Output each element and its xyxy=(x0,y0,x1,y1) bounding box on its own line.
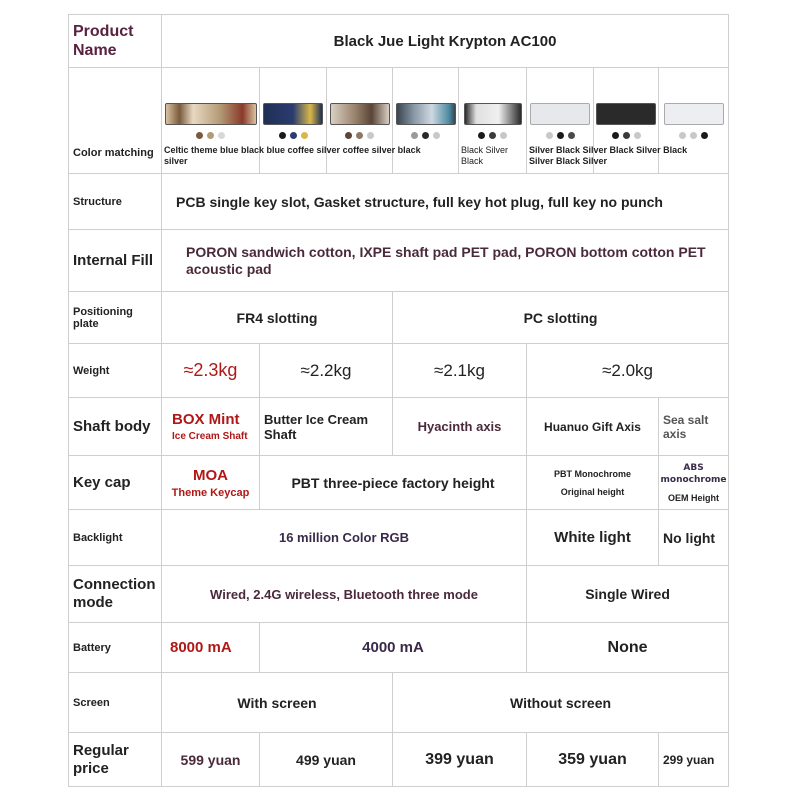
color-dots-8 xyxy=(661,131,726,141)
keycap-c-name: PBT Monochrome xyxy=(553,468,631,479)
weight-c: ≈2.1kg xyxy=(393,344,527,398)
backlight-b: White light xyxy=(527,510,659,566)
weight-a: ≈2.3kg xyxy=(162,344,260,398)
shaft-e: Sea salt axis xyxy=(659,398,729,456)
color-row xyxy=(69,68,729,174)
keycap-a-name: MOA xyxy=(193,466,228,484)
keycap-row xyxy=(69,456,729,510)
color-name-6b: Black xyxy=(461,156,484,166)
color-label: Color matching xyxy=(69,68,162,174)
price-label: Regular price xyxy=(69,733,162,787)
backlight-a: 16 million Color RGB xyxy=(162,510,527,566)
price-b: 499 yuan xyxy=(260,733,393,787)
color-dots-1 xyxy=(164,131,257,141)
color-option-2 xyxy=(260,68,327,174)
plate-fr4: FR4 slotting xyxy=(162,292,393,344)
color-name-6a: Black Silver xyxy=(461,145,509,155)
connection-row xyxy=(69,566,729,623)
screen-row xyxy=(69,673,729,733)
plate-row xyxy=(69,292,729,344)
keycap-d-sub: OEM Height xyxy=(668,492,720,503)
keyboard-image-3 xyxy=(330,103,390,125)
color-option-3 xyxy=(327,68,393,174)
battery-row xyxy=(69,623,729,673)
backlight-label: Backlight xyxy=(69,510,162,566)
internal-fill-value: PORON sandwich cotton, IXPE shaft pad PET pad, PORON bottom cotton PET acoustic pad xyxy=(162,230,729,292)
product-name-label: Product Name xyxy=(69,15,162,68)
color-option-6 xyxy=(527,68,688,174)
structure-label: Structure xyxy=(69,174,162,230)
spec-table xyxy=(68,14,729,787)
screen-label: Screen xyxy=(69,673,162,733)
screen-a: With screen xyxy=(162,673,393,733)
shaft-a-sub: Ice Cream Shaft xyxy=(172,431,248,442)
connection-label: Connection mode xyxy=(69,566,162,623)
price-d: 359 yuan xyxy=(527,733,659,787)
price-e: 299 yuan xyxy=(659,733,729,787)
keycap-b: PBT three-piece factory height xyxy=(260,456,527,510)
shaft-d: Huanuo Gift Axis xyxy=(527,398,659,456)
keyboard-image-4 xyxy=(396,103,456,125)
color-dots-3 xyxy=(329,131,390,141)
battery-label: Battery xyxy=(69,623,162,673)
internal-fill-label: Internal Fill xyxy=(69,230,162,292)
color-option-1 xyxy=(162,68,421,174)
battery-a: 8000 mA xyxy=(162,623,260,673)
keyboard-image-7 xyxy=(596,103,656,125)
shaft-label: Shaft body xyxy=(69,398,162,456)
shaft-row xyxy=(69,398,729,456)
color-option-8 xyxy=(659,68,729,174)
price-a: 599 yuan xyxy=(162,733,260,787)
backlight-c: No light xyxy=(659,510,729,566)
backlight-row xyxy=(69,510,729,566)
weight-d: ≈2.0kg xyxy=(527,344,729,398)
connection-a: Wired, 2.4G wireless, Bluetooth three mode xyxy=(162,566,527,623)
screen-b: Without screen xyxy=(393,673,729,733)
color-names-line-2: silver xyxy=(164,156,188,166)
plate-label: Positioning plate xyxy=(69,292,162,344)
keycap-label: Key cap xyxy=(69,456,162,510)
product-name-row xyxy=(69,15,729,68)
product-name-value: Black Jue Light Krypton AC100 xyxy=(162,15,729,68)
price-row xyxy=(69,733,729,787)
connection-b: Single Wired xyxy=(527,566,729,623)
keyboard-image-2 xyxy=(263,103,323,125)
keycap-c-sub: Original height xyxy=(560,486,625,497)
structure-value: PCB single key slot, Gasket structure, full key hot plug, full key no punch xyxy=(162,174,729,230)
color-option-5 xyxy=(459,68,527,174)
color-dots-7 xyxy=(596,131,656,141)
keyboard-image-1 xyxy=(165,103,257,125)
keycap-a-sub: Theme Keycap xyxy=(171,486,250,499)
color-dots-4 xyxy=(395,131,456,141)
shaft-c: Hyacinth axis xyxy=(393,398,527,456)
color-names-7-line-1: Silver Black Silver Black Silver Black xyxy=(529,145,688,155)
shaft-b: Butter Ice Cream Shaft xyxy=(260,398,393,456)
keyboard-image-6 xyxy=(530,103,590,125)
price-c: 399 yuan xyxy=(393,733,527,787)
structure-row xyxy=(69,174,729,230)
keyboard-image-5 xyxy=(464,103,522,125)
color-names-7-line-2: Silver Black Silver xyxy=(529,156,608,166)
keycap-d-name: ABS monochrome xyxy=(660,462,727,485)
weight-label: Weight xyxy=(69,344,162,398)
keyboard-image-8 xyxy=(664,103,724,125)
color-dots-6 xyxy=(529,131,591,141)
weight-row xyxy=(69,344,729,398)
color-option-4 xyxy=(393,68,459,174)
color-names-line-1: Celtic theme blue black blue coffee silver coffee silver black xyxy=(164,145,421,155)
plate-pc: PC slotting xyxy=(393,292,729,344)
shaft-a-name: BOX Mint xyxy=(172,411,240,428)
battery-c: None xyxy=(527,623,729,673)
weight-b: ≈2.2kg xyxy=(260,344,393,398)
color-dots-2 xyxy=(262,131,324,141)
battery-b: 4000 mA xyxy=(260,623,527,673)
color-dots-5 xyxy=(461,131,524,141)
internal-fill-row xyxy=(69,230,729,292)
